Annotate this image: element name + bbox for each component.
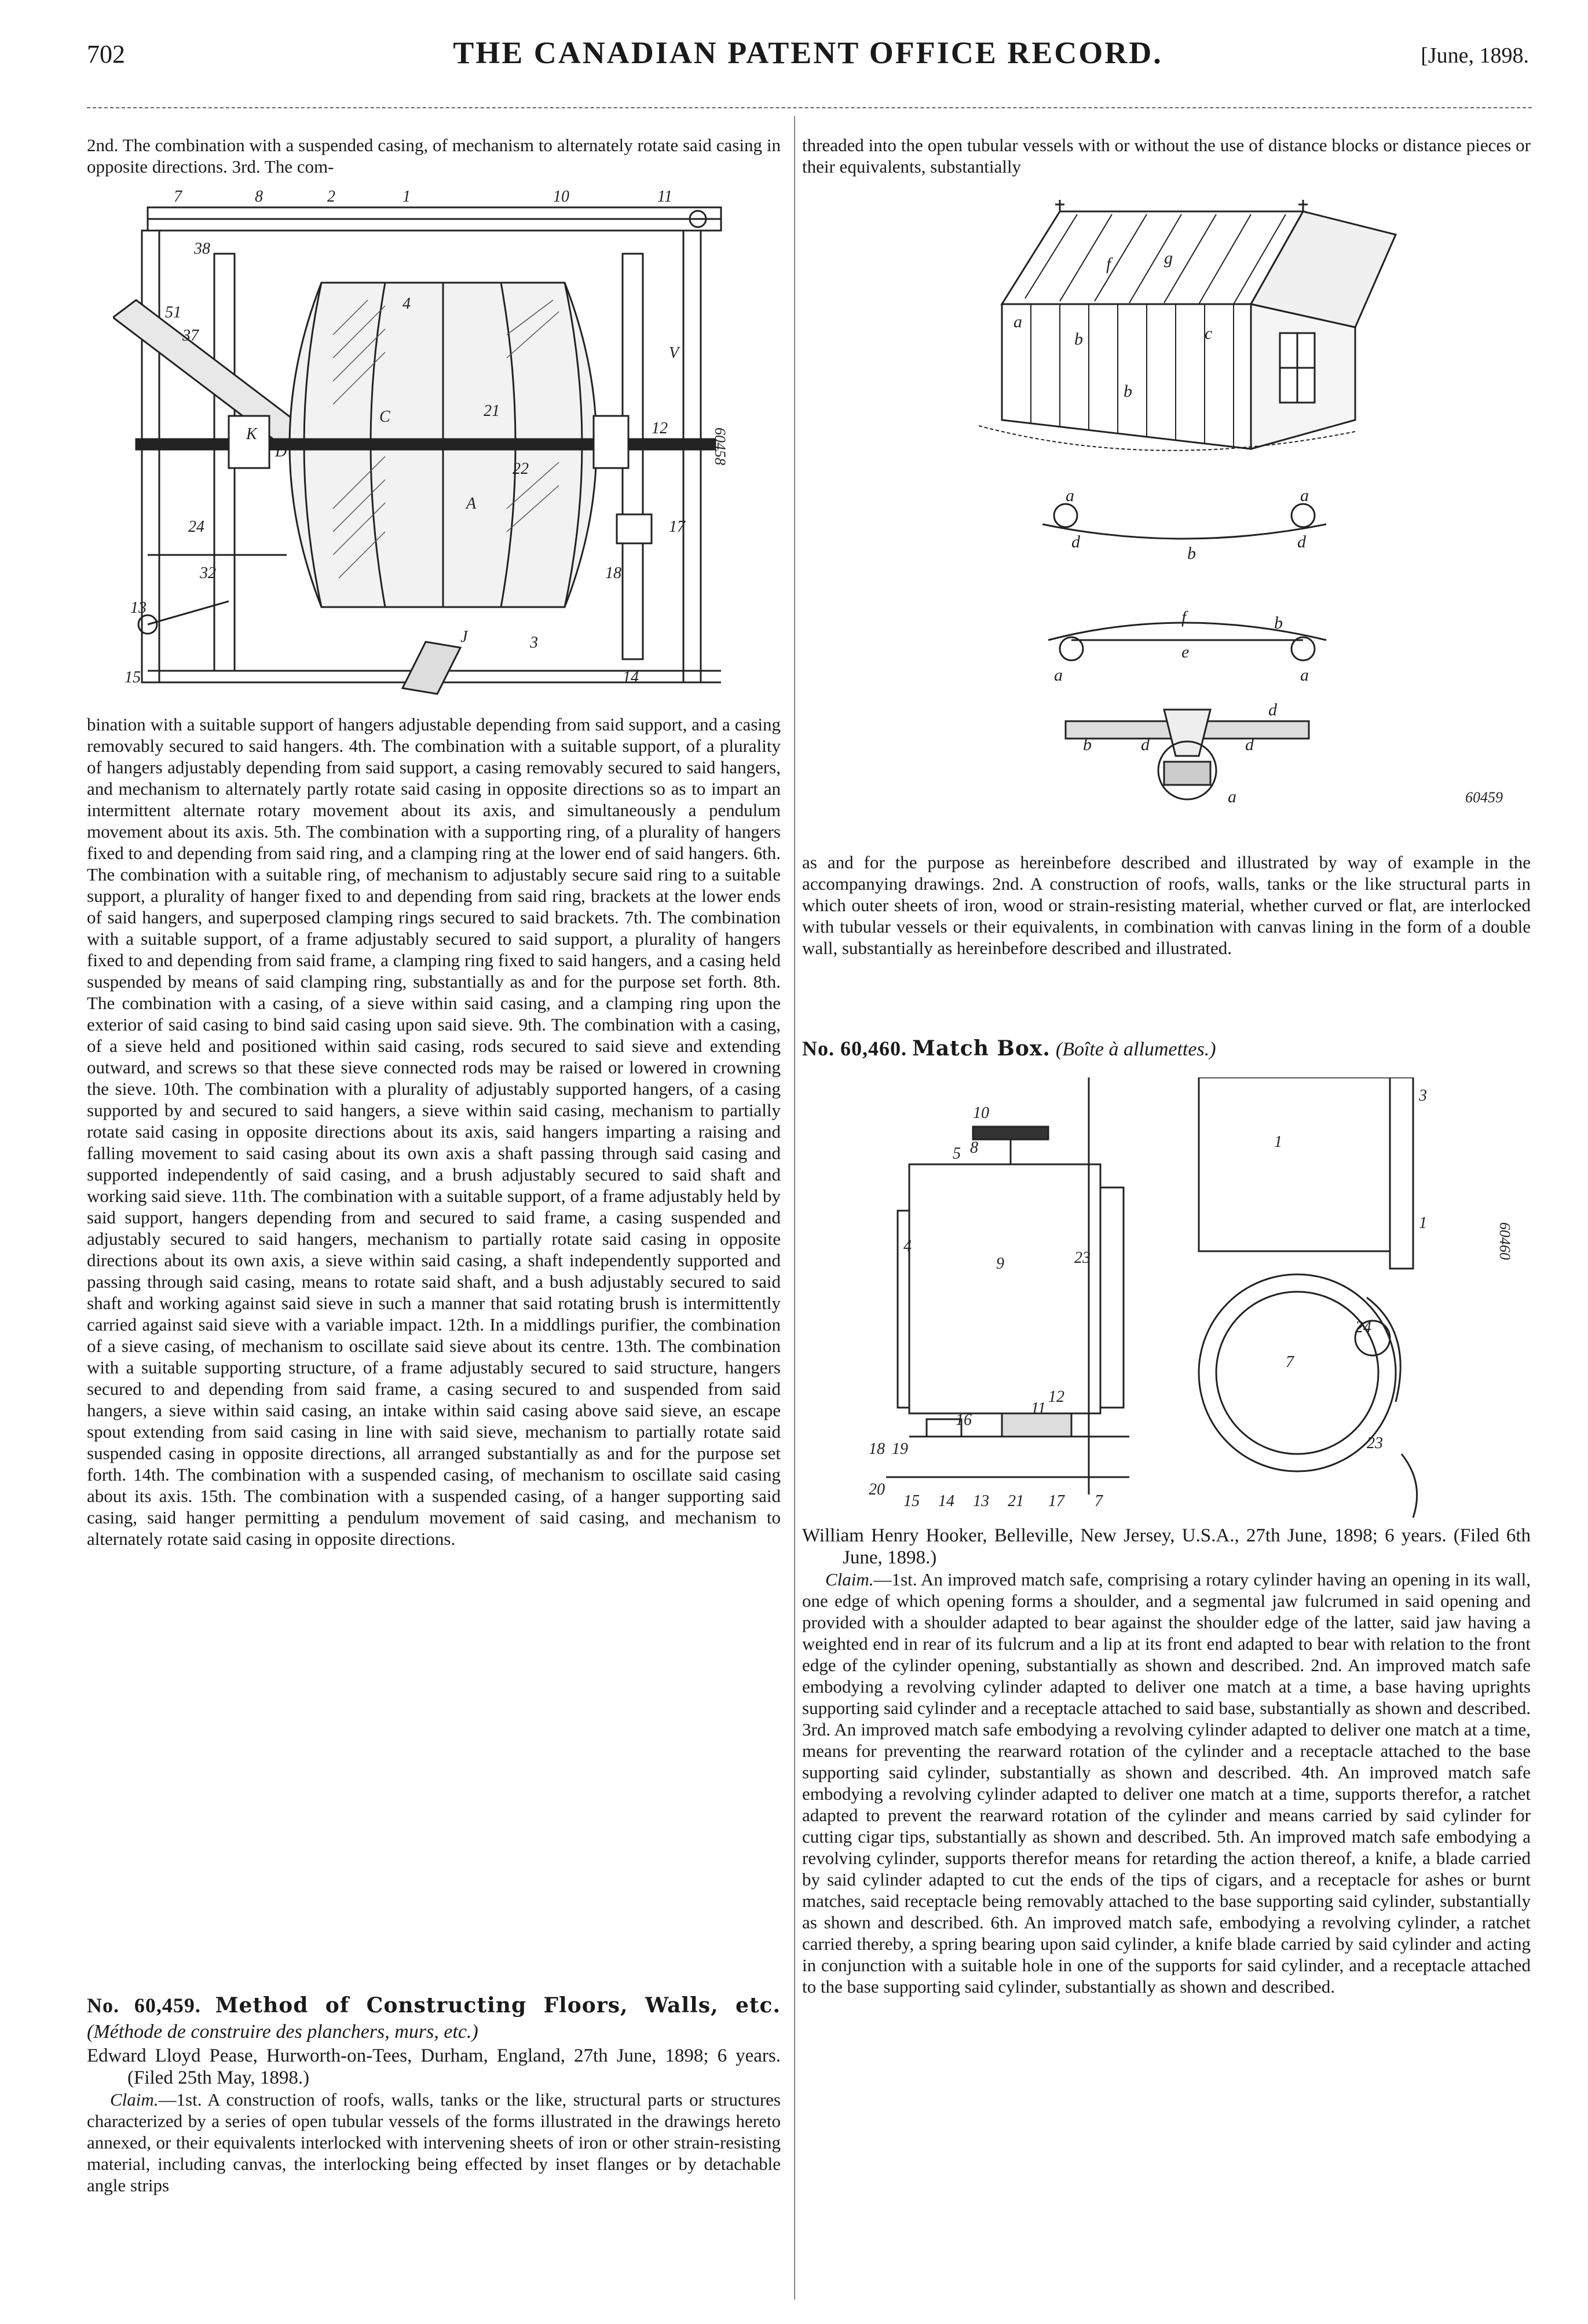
right-column-continuation	[802, 852, 1531, 959]
patent-60460-claims-text: —1st. An improved match safe, comprising a rotary cylinder having an opening in its wall, one edge of which opening forms a shoulder, and a segmental jaw fulcrumed in said opening and provided with a shoulder adapted to bear against the shoulder edge of the latter, said jaw having a weighted end in rear of its fulcrum and a lip at its front end adapted to bear with relation to the front edge of the cylinder opening, substantially as shown and described. 2nd. An improved match safe embodying a revolving cylinder adapted to deliver one match at a time, a base having uprights supporting said cylinder and a receptacle attached to said base, substantially as shown and described. 3rd. An improved match safe embodying a revolving cylinder adapted to deliver one match at a time, means for preventing the rearward rotation of the cylinder and a receptacle attached to the base supporting said cylinder, substantially as shown and described. 4th. An improved match safe embodying a revolving cylinder adapted to deliver one match at a time, supports therefor, a ratchet adapted to prevent the rearward rotation of the cylinder and means carried by said cylinder for cutting cigar tips, substantially as shown and described. 5th. An improved match safe embodying a revolving cylinder, supports therefor means for retarding the action thereof, a knife, a blade carried by said cylinder adapted to cut the ends of the tips of cigars, and a receptacle for ashes or burnt matches, said receptacle being removably attached to the base supporting said cylinder, substantially as shown and described. 6th. An improved match safe, embodying a revolving cylinder, a ratchet carried thereby, a spring bearing upon said cylinder, a knife blade carried by said cylinder and acting in conjunction with a suitable hole in one of the supports for said cylinder, and a receptacle attached to the base supporting said cylinder, substantially as shown and described.	[802, 1569, 1531, 1997]
patent-60460-number: No. 60,460.	[802, 1037, 907, 1060]
matchbox-drawing	[857, 1077, 1529, 1523]
svg-text:d: d	[1071, 532, 1080, 551]
purifier-figure	[113, 184, 741, 706]
left-intro-text: 2nd. The combination with a suspended casing, of mechanism to alternately rotate said casing in opposite directions. 3rd. The com-	[87, 135, 781, 177]
svg-text:18: 18	[605, 564, 621, 582]
svg-text:11: 11	[1031, 1399, 1046, 1417]
svg-text:15: 15	[903, 1492, 920, 1510]
svg-text:16: 16	[956, 1411, 972, 1429]
svg-text:7: 7	[174, 188, 182, 206]
patent-60460-heading	[802, 1036, 1531, 1062]
svg-text:17: 17	[669, 518, 685, 536]
svg-text:b: b	[1124, 382, 1132, 401]
svg-text:11: 11	[657, 188, 672, 206]
running-title: THE CANADIAN PATENT OFFICE RECORD.	[453, 35, 1163, 70]
svg-text:b: b	[1187, 544, 1196, 563]
patent-60459-heading	[87, 1993, 781, 2045]
patent-60459-section	[87, 1993, 781, 2196]
svg-text:a: a	[1013, 312, 1022, 331]
svg-text:K: K	[246, 425, 257, 443]
svg-text:20: 20	[869, 1481, 885, 1499]
svg-text:17: 17	[1048, 1492, 1064, 1510]
svg-text:d: d	[1245, 735, 1254, 754]
svg-text:V: V	[669, 344, 679, 362]
svg-text:14: 14	[938, 1492, 954, 1510]
svg-text:a: a	[1300, 666, 1309, 685]
svg-text:7: 7	[1286, 1353, 1294, 1371]
svg-text:4: 4	[903, 1237, 912, 1255]
svg-text:b: b	[1274, 613, 1283, 633]
svg-text:23: 23	[1367, 1434, 1383, 1452]
patent-60459-title: Method of Constructing Floors, Walls, etc.	[215, 1993, 781, 2018]
patent-60459-claims-text: —1st. A construction of roofs, walls, tanks or the like, structural parts or structures characterized by a series of open tubular vessels of the forms illustrated in the drawings hereto annexed, or their equivalents interlocked with intervening sheets of iron or other strain-resisting material, including canvas, the interlocking being effected by inset flanges or by detachable angle strips	[87, 2089, 781, 2195]
svg-text:32: 32	[200, 564, 216, 582]
svg-text:3: 3	[1419, 1087, 1427, 1105]
svg-text:1: 1	[1419, 1214, 1427, 1232]
right-continuation-bottom: as and for the purpose as hereinbefore described and illustrated by way of example in the accompanying drawings. 2nd. A construction of roofs, walls, tanks or the like structural parts in which outer sheets of iron, wood or strain-resisting material, whether curved or flat, are interlocked with tubular vessels or their equivalents, in combination with canvas lining in the form of a double wall, substantially as hereinbefore described and illustrated.	[802, 852, 1531, 958]
svg-text:J: J	[460, 628, 468, 646]
svg-text:51: 51	[165, 304, 181, 321]
patent-60459-claim-lead: Claim.	[110, 2089, 159, 2110]
svg-text:8: 8	[970, 1139, 978, 1157]
column-divider	[794, 116, 795, 2300]
building-figure	[979, 200, 1558, 831]
patent-60460-title: Match Box.	[912, 1036, 1051, 1061]
patent-60460-inventor: William Henry Hooker, Belleville, New Jersey, U.S.A., 27th June, 1898; 6 years. (Filed 6th June, 1898.)	[802, 1525, 1531, 1568]
page-header	[87, 35, 1529, 75]
svg-text:b: b	[1074, 330, 1083, 349]
svg-text:10: 10	[553, 188, 569, 206]
svg-text:a: a	[1300, 486, 1309, 505]
right-column-top	[802, 134, 1531, 177]
svg-text:d: d	[1268, 700, 1277, 719]
svg-text:e: e	[1181, 642, 1190, 662]
svg-text:12: 12	[1048, 1388, 1064, 1406]
svg-text:14: 14	[623, 668, 639, 686]
svg-text:f: f	[1106, 254, 1111, 273]
svg-text:22: 22	[513, 460, 529, 478]
figure-3-number: 60460	[1496, 1222, 1513, 1260]
svg-text:7: 7	[1095, 1492, 1103, 1510]
svg-text:18: 18	[869, 1440, 885, 1458]
patent-60460-claim-lead: Claim.	[825, 1569, 874, 1589]
patent-60459-number: No. 60,459.	[87, 1994, 201, 2017]
svg-text:24: 24	[1355, 1318, 1371, 1336]
svg-text:1: 1	[403, 188, 411, 206]
patent-60459-inventor: Edward Lloyd Pease, Hurworth-on-Tees, Durham, England, 27th June, 1898; 6 years. (Filed 25th May, 1898.)	[87, 2045, 781, 2088]
svg-text:D: D	[275, 443, 287, 461]
svg-text:a: a	[1066, 486, 1074, 505]
left-continuation-text: bination with a suitable support of hangers adjustable depending from said support, and a casing removably secured to said hangers. 4th. The combination with a suitable support, of a plurality of hangers adjustably depending from said support, a casing removably secured to said hangers, and mechanism to alternately partly rotate said casing in opposite directions so as to impart an intermittent alternate rotary movement about its axis, and simultaneously a pendulum movement about its axis. 5th. The combination with a supporting ring, of a plurality of hangers fixed to and depending from said ring, and a clamping ring at the lower end of said hangers. 6th. The combination with a suitable ring, of mechanism to adjustably secure said ring to a suitable support, a plurality of hanger fixed to and depending from said ring, brackets at the lower ends of said hangers, and superposed clamping rings secured to said brackets. 7th. The combination with a suitable support, of a frame adjustably secured to said support, a plurality of hangers fixed to and depending from said frame, a clamping ring fixed to said hangers, and a casing held suspended by means of said clamping ring, substantially as and for the purpose set forth. 8th. The combination with a casing, of a sieve within said casing, and a clamping ring upon the exterior of said casing to bind said casing upon said sieve. 9th. The combination with a casing, of a sieve held and positioned within said casing, rods secured to said sieve and extending outward, and screws so that these sieve connected rods may be raised or lowered in crowning the sieve. 10th. The combination with a plurality of adjustably supported hangers, of a casing supported by and secured to said hangers, a sieve within said casing, mechanism to partially rotate said casing in opposite directions about its axis, said hangers imparting a raising and falling movement to said casing about its own axis a shaft passing through said casing and supported independently of said casing, and a brush adjustably secured to said shaft and working said sieve. 11th. The combination with a suitable support, of a frame adjustably held by said support, hangers depending from and secured to said frame, a casing suspended and adjustably secured to said hangers, mechanism to partially rotate said casing in opposite directions about its own axis, a sieve within said casing, a shaft independently supported and passing through said casing, means to rotate said shaft, and a bush adjustably secured to said shaft and working against said sieve in such a manner that said rotating brush is intermittently carried against said sieve with a variable impact. 12th. In a middlings purifier, the combination of a sieve casing, of mechanism to oscillate said sieve about its centre. 13th. The combination with a suitable supporting structure, of a frame adjustably secured to said structure, hangers secured to and depending from said frame, a casing secured to and suspended from said hangers, a sieve within said casing, an intake within said casing above said sieve, an escape spout extending from said casing in line with said sieve, mechanism to partially rotate said suspended casing in opposite directions, all arranged substantially as and for the purpose set forth. 14th. The combination with a suspended casing, of mechanism to oscillate said casing about its axis. 15th. The combination with a suspended casing, of a hanger supporting said casing, said hanger permitting a pendulum movement of said casing, and mechanism to alternately rotate said casing in opposite directions.	[87, 714, 781, 1549]
patent-60460-claims	[802, 1569, 1531, 1997]
building-drawing	[979, 200, 1558, 831]
svg-text:9: 9	[996, 1255, 1004, 1273]
svg-text:38: 38	[194, 240, 210, 258]
figure-2-number: 60459	[1465, 789, 1503, 806]
svg-text:C: C	[379, 408, 390, 426]
svg-text:21: 21	[484, 402, 500, 420]
svg-text:A: A	[466, 495, 477, 513]
svg-text:c: c	[1205, 324, 1213, 343]
patent-60459-french-title: (Méthode de construire des planchers, murs, etc.)	[87, 2021, 478, 2042]
svg-text:3: 3	[530, 634, 538, 652]
svg-text:12: 12	[652, 419, 668, 437]
svg-text:10: 10	[973, 1104, 989, 1122]
svg-text:5: 5	[953, 1145, 961, 1163]
svg-text:19: 19	[892, 1440, 908, 1458]
svg-text:37: 37	[182, 327, 199, 345]
svg-text:21: 21	[1008, 1492, 1024, 1510]
svg-text:d: d	[1297, 532, 1306, 551]
purifier-drawing	[113, 184, 741, 706]
left-column-intro	[87, 134, 781, 177]
page-number: 702	[87, 40, 125, 68]
svg-text:24: 24	[188, 518, 204, 536]
figure-1-number: 60458	[712, 427, 729, 465]
patent-60460-section	[802, 1525, 1531, 1997]
svg-text:g: g	[1164, 249, 1173, 268]
svg-text:1: 1	[1274, 1133, 1282, 1151]
patent-60460-heading-block	[802, 1036, 1531, 1062]
svg-text:2: 2	[327, 188, 335, 206]
svg-text:d: d	[1141, 735, 1150, 754]
patent-60459-claims	[87, 2089, 781, 2196]
svg-text:8: 8	[255, 188, 263, 206]
left-column-continuation	[87, 714, 781, 1550]
svg-text:b: b	[1083, 735, 1092, 754]
right-continuation-top: threaded into the open tubular vessels with or without the use of distance blocks or distance pieces or their equivalents, substantially	[802, 135, 1531, 177]
svg-text:23: 23	[1074, 1249, 1091, 1267]
issue-date: [June, 1898.	[1421, 43, 1529, 68]
patent-60460-french-title: (Boîte à allumettes.)	[1055, 1039, 1216, 1060]
svg-text:a: a	[1054, 666, 1063, 685]
svg-text:15: 15	[125, 668, 141, 686]
svg-text:a: a	[1228, 787, 1236, 806]
svg-text:4: 4	[403, 295, 411, 313]
svg-text:f: f	[1181, 608, 1187, 627]
matchbox-figure	[857, 1077, 1529, 1523]
svg-text:13: 13	[973, 1492, 989, 1510]
svg-text:13: 13	[130, 599, 147, 617]
header-rule	[87, 107, 1532, 110]
